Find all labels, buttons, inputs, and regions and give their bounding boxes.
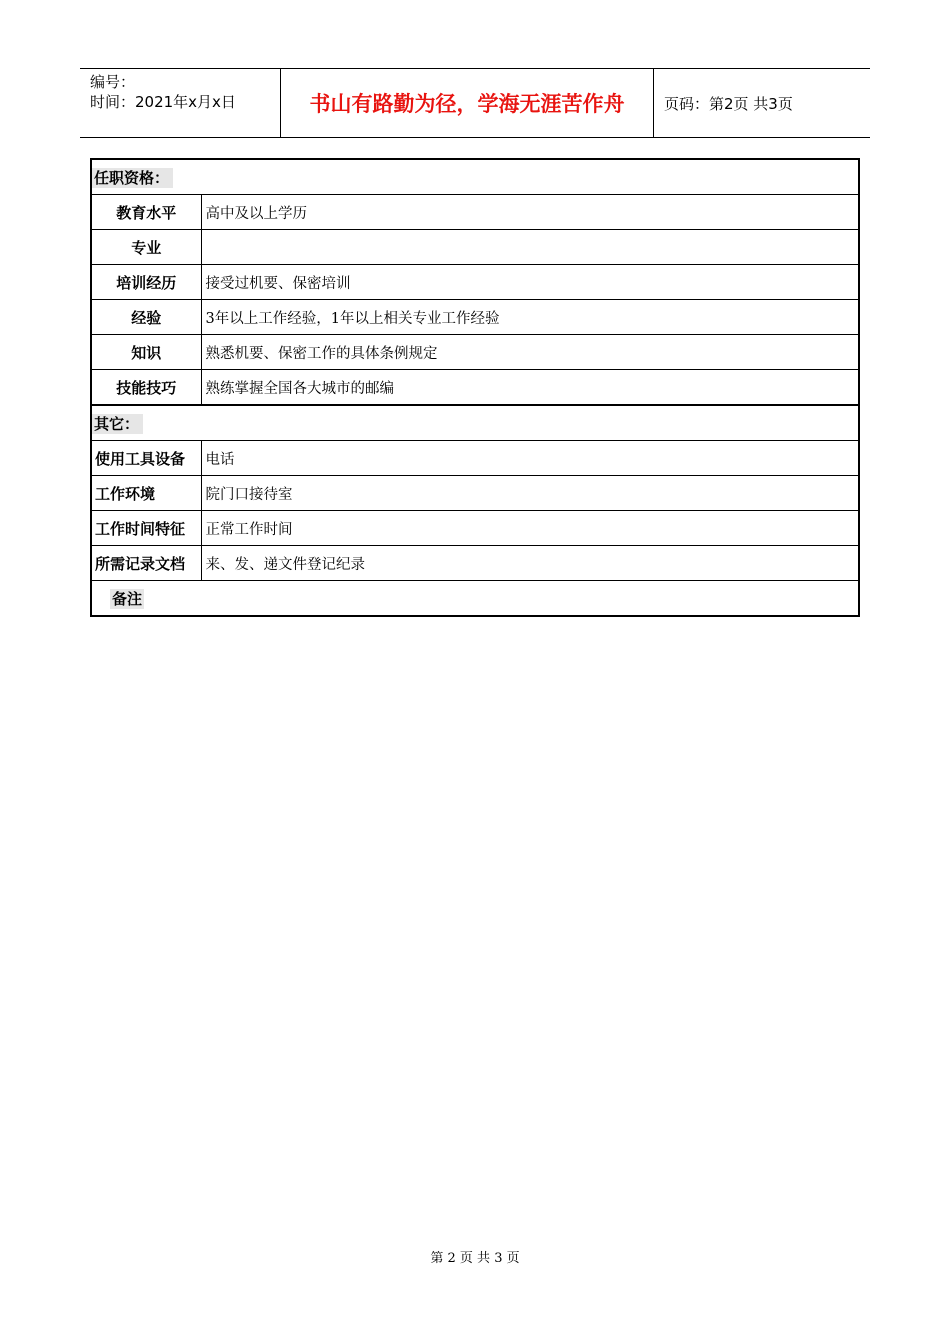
header-meta [80, 69, 281, 137]
row-label: 培训经历 [91, 265, 201, 300]
row-value: 接受过机要、保密培训 [201, 265, 859, 300]
notes-title: 备注 [112, 589, 143, 608]
table-row [91, 546, 859, 581]
row-label: 使用工具设备 [91, 441, 201, 476]
row-label: 工作时间特征 [91, 511, 201, 546]
motto-text: 书山有路勤为径，学海无涯苦作舟 [309, 91, 625, 116]
table-row [91, 441, 859, 476]
section-title: 其它： [92, 414, 143, 434]
row-label: 所需记录文档 [91, 546, 201, 581]
header-motto-cell [281, 69, 654, 137]
row-label: 技能技巧 [91, 370, 201, 406]
notes-row [91, 581, 859, 617]
row-value: 来、发、递文件登记纪录 [201, 546, 859, 581]
section-header-qualifications [91, 159, 859, 195]
table-row [91, 300, 859, 335]
row-value: 正常工作时间 [201, 511, 859, 546]
row-label: 知识 [91, 335, 201, 370]
section-header-other [91, 405, 859, 441]
row-value: 3年以上工作经验，1年以上相关专业工作经验 [201, 300, 859, 335]
page-header [80, 68, 870, 138]
page-footer: 第 2 页 共 3 页 [430, 1251, 520, 1266]
row-value: 高中及以上学历 [201, 195, 859, 230]
row-value [201, 230, 859, 265]
row-value: 熟悉机要、保密工作的具体条例规定 [201, 335, 859, 370]
row-value: 电话 [201, 441, 859, 476]
table-row [91, 230, 859, 265]
table-row [91, 195, 859, 230]
row-label: 经验 [91, 300, 201, 335]
job-qualification-table [90, 158, 860, 617]
table-row [91, 335, 859, 370]
table-row [91, 476, 859, 511]
row-value: 熟练掌握全国各大城市的邮编 [201, 370, 859, 406]
section-title: 任职资格： [92, 168, 173, 188]
time-label: 时间：2021年x月x日 [90, 93, 236, 111]
table-row [91, 370, 859, 406]
page-info: 页码：第2页 共3页 [664, 95, 793, 113]
serial-label: 编号： [90, 73, 136, 91]
row-value: 院门口接待室 [201, 476, 859, 511]
table-row [91, 265, 859, 300]
row-label: 工作环境 [91, 476, 201, 511]
row-label: 专业 [91, 230, 201, 265]
table-row [91, 511, 859, 546]
row-label: 教育水平 [91, 195, 201, 230]
